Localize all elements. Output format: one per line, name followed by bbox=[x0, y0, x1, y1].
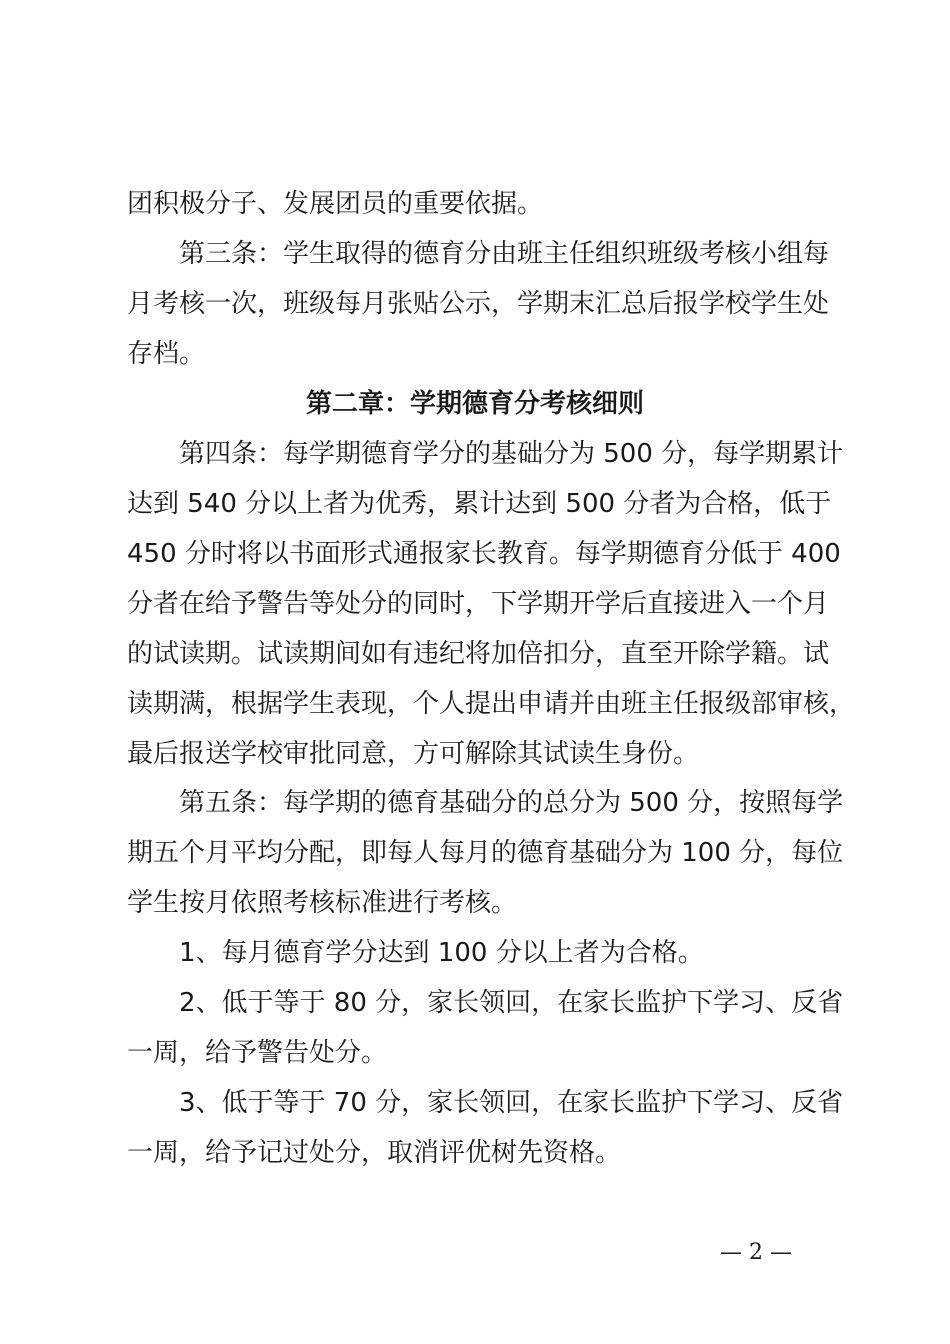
paragraph-line: 3、低于等于 70 分，家长领回，在家长监护下学习、反省 bbox=[127, 1088, 844, 1118]
paragraph-line: 的试读期。试读期间如有违纪将加倍扣分，直至开除学籍。试 bbox=[127, 639, 830, 669]
paragraph-line: 第五条：每学期的德育基础分的总分为 500 分，按照每学 bbox=[127, 788, 844, 818]
paragraph-line: 学生按月依照考核标准进行考核。 bbox=[127, 888, 518, 918]
paragraph-line: 1、每月德育学分达到 100 分以上者为合格。 bbox=[127, 938, 704, 968]
paragraph-line: 分者在给予警告等处分的同时，下学期开学后直接进入一个月 bbox=[127, 589, 830, 619]
paragraph-line: 2、低于等于 80 分，家长领回，在家长监护下学习、反省 bbox=[127, 988, 844, 1018]
paragraph-line: 第三条：学生取得的德育分由班主任组织班级考核小组每 bbox=[127, 239, 830, 269]
paragraph-line: 最后报送学校审批同意，方可解除其试读生身份。 bbox=[127, 739, 700, 769]
paragraph-line: 月考核一次，班级每月张贴公示，学期末汇总后报学校学生处 bbox=[127, 289, 830, 319]
chapter-heading: 第二章：学期德育分考核细则 bbox=[305, 389, 644, 419]
paragraph-line: 期五个月平均分配，即每人每月的德育基础分为 100 分，每位 bbox=[127, 838, 844, 868]
paragraph-line: 一周，给予警告处分。 bbox=[127, 1038, 388, 1068]
paragraph-line: 达到 540 分以上者为优秀，累计达到 500 分者为合格，低于 bbox=[127, 489, 832, 519]
page-number: — 2 — bbox=[720, 1240, 792, 1265]
paragraph-line: 450 分时将以书面形式通报家长教育。每学期德育分低于 400 bbox=[127, 539, 841, 569]
paragraph-line: 存档。 bbox=[127, 339, 206, 369]
paragraph-line: 一周，给予记过处分，取消评优树先资格。 bbox=[127, 1138, 622, 1168]
paragraph-line: 读期满，根据学生表现，个人提出申请并由班主任报级部审核， bbox=[127, 689, 856, 719]
paragraph-line: 第四条：每学期德育学分的基础分为 500 分，每学期累计 bbox=[127, 439, 844, 469]
paragraph-line: 团积极分子、发展团员的重要依据。 bbox=[127, 189, 544, 219]
